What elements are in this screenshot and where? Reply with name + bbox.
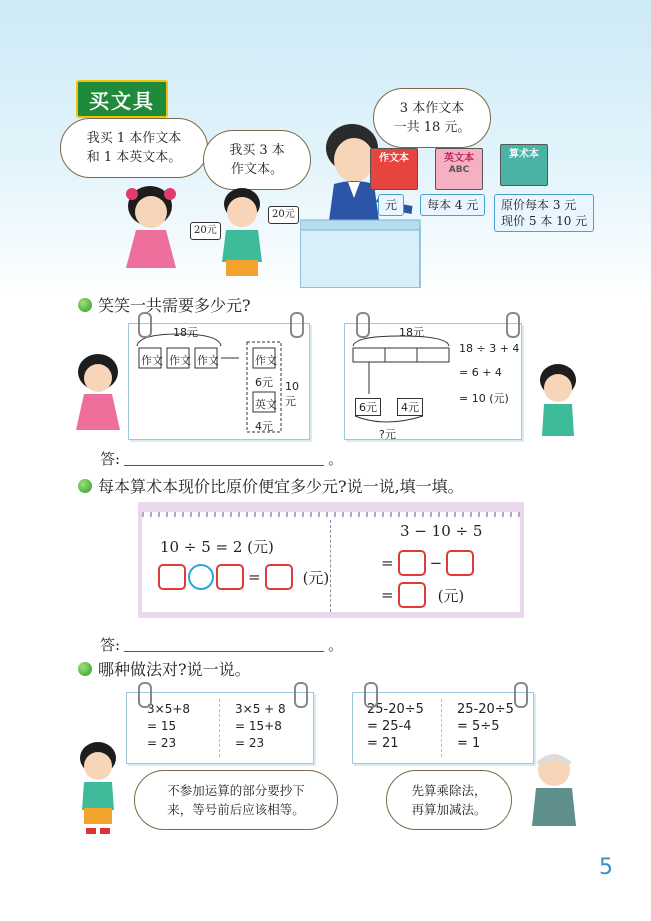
boy-pointing-illustration bbox=[528, 360, 588, 450]
paper-clip-icon bbox=[138, 312, 152, 338]
question-3: 哪种做法对?说一说。 bbox=[78, 657, 251, 680]
answer-box[interactable] bbox=[158, 564, 186, 590]
question-2: 每本算术本现价比原价便宜多少元?说一说,填一填。 bbox=[78, 474, 464, 497]
answer-blank[interactable] bbox=[124, 650, 324, 652]
q3-card-b: 25-20÷5 = 25-4 = 21 25-20÷5 = 5÷5 = 1 bbox=[352, 692, 534, 764]
paper-clip-icon bbox=[364, 682, 378, 708]
composition-book: 作文本 bbox=[370, 148, 418, 190]
paper-clip-icon bbox=[290, 312, 304, 338]
teacher-speech-bubble: 3 本作文本 一共 18 元。 bbox=[373, 88, 491, 148]
paper-clip-icon bbox=[138, 682, 152, 708]
paper-clip-icon bbox=[294, 682, 308, 708]
boy-speech-bubble: 我买 3 本 作文本。 bbox=[203, 130, 311, 190]
answer-box[interactable] bbox=[216, 564, 244, 590]
answer-blank[interactable] bbox=[124, 464, 324, 466]
q2-right-expression: 3 − 10 ÷ 5 bbox=[400, 522, 483, 540]
arithmetic-price-tag: 原价每本 3 元 现价 5 本 10 元 bbox=[494, 194, 594, 232]
answer-box[interactable] bbox=[398, 550, 426, 576]
bullet-icon bbox=[78, 662, 92, 676]
answer-box[interactable] bbox=[265, 564, 293, 590]
girl-money-note: 20元 bbox=[190, 222, 221, 240]
answer-line-2: 答: 。 bbox=[100, 636, 344, 654]
q2-right-row-2: = (元) bbox=[381, 582, 464, 608]
q2-left-fill-row: = (元) bbox=[158, 564, 329, 590]
answer-line-1: 答: 。 bbox=[100, 450, 344, 468]
panel-divider bbox=[330, 520, 331, 612]
boy-illustration bbox=[212, 182, 282, 282]
boy-hint-bubble: 不参加运算的部分要抄下 来，等号前后应该相等。 bbox=[134, 770, 338, 830]
girl-illustration bbox=[118, 180, 198, 280]
girl-speech-bubble: 我买 1 本作文本 和 1 本英文本。 bbox=[60, 118, 208, 178]
answer-box[interactable] bbox=[398, 582, 426, 608]
paper-clip-icon bbox=[506, 312, 520, 338]
page-number: 5 bbox=[599, 855, 613, 880]
q1-diagram-card-left: 18元 作文 作文 作文 作文 6元 英文 4元 10元 bbox=[128, 323, 310, 440]
bullet-icon bbox=[78, 479, 92, 493]
paper-clip-icon bbox=[356, 312, 370, 338]
english-book: 英文本 ABC bbox=[435, 148, 483, 190]
q2-panel bbox=[138, 502, 524, 618]
operator-circle[interactable] bbox=[188, 564, 214, 590]
q3-card-a: 3×5+8 = 15 = 23 3×5 + 8 = 15+8 = 23 bbox=[126, 692, 314, 764]
notebook-rings bbox=[142, 512, 520, 517]
boy-money-note: 20元 bbox=[268, 206, 299, 224]
composition-price-tag: 元 bbox=[378, 194, 404, 216]
arithmetic-book: 算术本 bbox=[500, 144, 548, 186]
teacher-illustration bbox=[300, 118, 440, 288]
bullet-icon bbox=[78, 298, 92, 312]
girl-thinking-illustration bbox=[70, 350, 130, 440]
boy-standing-illustration bbox=[68, 738, 128, 838]
answer-box[interactable] bbox=[446, 550, 474, 576]
question-1: 笑笑一共需要多少元? bbox=[78, 293, 251, 316]
q1-diagram-card-right: 18元 6元 4元 ?元 18 ÷ 3 + 4 = 6 + 4 = 10 (元) bbox=[344, 323, 522, 440]
q2-left-equation: 10 ÷ 5 = 2 (元) bbox=[160, 538, 274, 556]
section-title: 买文具 bbox=[76, 80, 168, 118]
brace-diagram bbox=[129, 324, 309, 439]
grandpa-hint-bubble: 先算乘除法， 再算加减法。 bbox=[386, 770, 512, 830]
english-price-tag: 每本 4 元 bbox=[420, 194, 485, 216]
grandpa-illustration bbox=[524, 748, 584, 833]
q2-right-row-1: = − bbox=[381, 550, 474, 576]
paper-clip-icon bbox=[514, 682, 528, 708]
